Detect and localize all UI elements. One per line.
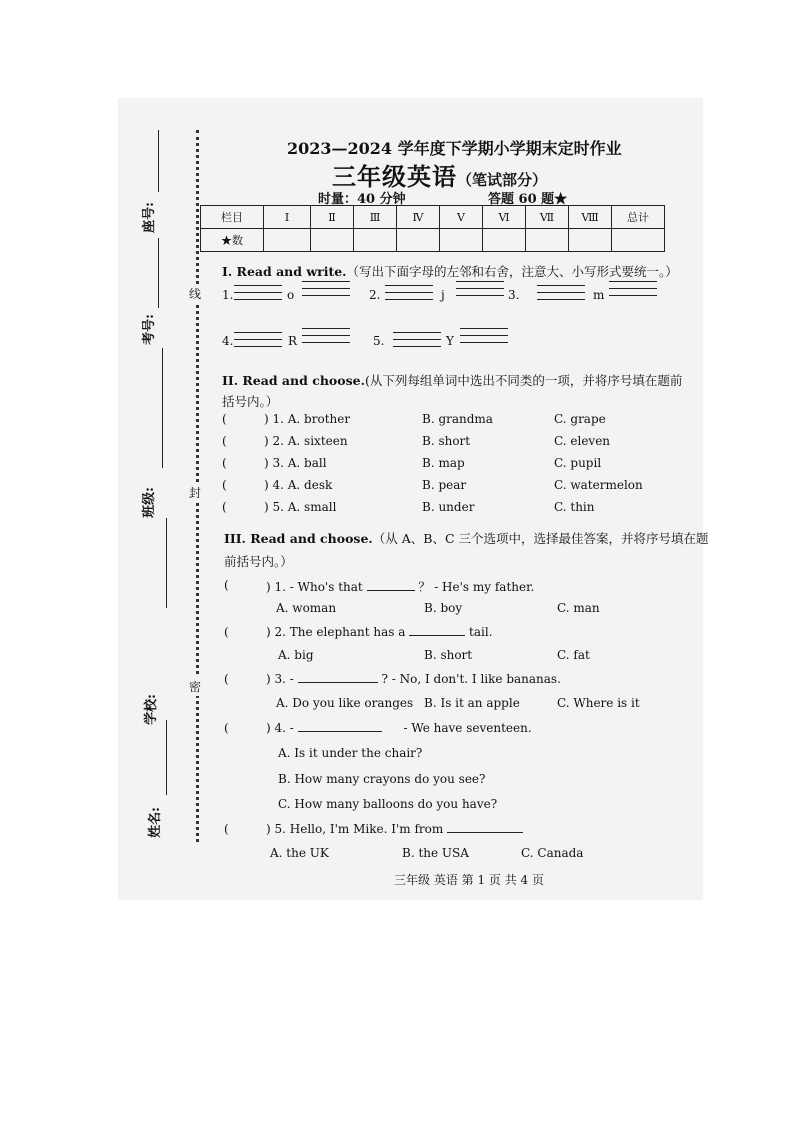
option-a: A. Is it under the chair? bbox=[278, 746, 423, 760]
letter-blank-left[interactable] bbox=[234, 332, 282, 353]
q2-text-end: tail. bbox=[469, 625, 493, 639]
section-1-heading bbox=[222, 262, 678, 280]
answer-paren[interactable]: ( bbox=[222, 412, 227, 426]
option-c: C. eleven bbox=[554, 434, 611, 448]
option-b: B. grandma bbox=[422, 412, 493, 426]
section-1-instruction: （写出下面字母的左邻和右舍，注意大、小写形式要统一。） bbox=[346, 264, 678, 279]
section-2-heading bbox=[222, 371, 682, 389]
option-c: C. grape bbox=[554, 412, 606, 426]
letter-blank-right[interactable] bbox=[302, 281, 350, 302]
q1-line bbox=[266, 578, 534, 595]
option-c: C. fat bbox=[557, 648, 590, 662]
q5-blank[interactable] bbox=[447, 822, 523, 833]
seat-label: 座号: bbox=[141, 202, 157, 233]
q4-line bbox=[266, 721, 532, 735]
q3-blank[interactable] bbox=[298, 672, 378, 683]
option-b: B. Is it an apple bbox=[424, 696, 520, 710]
section-2-instruction-cont: 括号内。） bbox=[222, 394, 279, 409]
score-cell[interactable] bbox=[612, 229, 665, 252]
exam-no-label: 考号: bbox=[141, 314, 157, 345]
section-3-instruction: （从 A、B、C 三个选项中，选择最佳答案，并将序号填在题 bbox=[372, 531, 709, 546]
section-3-heading bbox=[224, 529, 709, 547]
q4-blank[interactable] bbox=[298, 721, 382, 732]
letter-blank-left[interactable] bbox=[385, 285, 433, 306]
exam-title: 2023—2024 学年度下学期小学期末定时作业 bbox=[287, 139, 622, 158]
score-header-cell: Ⅷ bbox=[569, 206, 612, 229]
option-b: B. map bbox=[422, 456, 465, 470]
score-header-cell: 栏目 bbox=[201, 206, 264, 229]
section-2-instruction: (从下列每组单词中选出不同类的一项，并将序号填在题前 bbox=[364, 373, 683, 388]
subject-title: 三年级英语 bbox=[332, 162, 457, 191]
score-header-row bbox=[201, 206, 665, 229]
q1-blank[interactable] bbox=[367, 580, 415, 591]
option-c: C. pupil bbox=[554, 456, 602, 470]
letter-item-num: 3. bbox=[508, 288, 520, 302]
score-header-cell: Ⅳ bbox=[397, 206, 440, 229]
score-header-cell: Ⅶ bbox=[526, 206, 569, 229]
exam-time: 时量：40 分钟 bbox=[318, 192, 406, 207]
option-a: A. woman bbox=[276, 601, 337, 615]
score-header-cell: Ⅵ bbox=[483, 206, 526, 229]
page-footer: 三年级 英语 第 1 页 共 4 页 bbox=[394, 873, 544, 887]
answer-paren[interactable]: ( bbox=[224, 625, 229, 639]
q4-text-end: - We have seventeen. bbox=[403, 721, 532, 735]
score-header-cell: Ⅱ bbox=[311, 206, 354, 229]
letter-item-num: 5. bbox=[373, 334, 385, 348]
score-row-label: ★数 bbox=[201, 229, 264, 252]
q4-text: ) 4. - bbox=[266, 721, 294, 735]
score-header-cell: Ⅴ bbox=[440, 206, 483, 229]
letter-blank-left[interactable] bbox=[537, 285, 585, 306]
option-c: C. Canada bbox=[521, 846, 584, 860]
answer-paren[interactable]: ( bbox=[222, 478, 227, 492]
option-b: B. short bbox=[422, 434, 471, 448]
score-table bbox=[200, 205, 665, 252]
q3-line bbox=[266, 672, 561, 686]
q2-text: ) 2. The elephant has a bbox=[266, 625, 406, 639]
score-value-row bbox=[201, 229, 665, 252]
letter-item-letter: j bbox=[441, 288, 445, 302]
q3-text-end: ? - No, I don't. I like bananas. bbox=[381, 672, 561, 686]
section-3-instruction-cont: 前括号内。） bbox=[224, 554, 293, 569]
subject-note: （笔试部分） bbox=[457, 171, 548, 189]
q5-text: ) 5. Hello, I'm Mike. I'm from bbox=[266, 822, 444, 836]
seal-char-line: 线 bbox=[189, 284, 201, 303]
option-c: C. watermelon bbox=[554, 478, 643, 492]
score-cell[interactable] bbox=[526, 229, 569, 252]
answer-paren[interactable]: ( bbox=[224, 721, 229, 735]
q5-line bbox=[266, 822, 523, 836]
letter-item-letter: R bbox=[288, 334, 298, 348]
section-3-title: III. Read and choose. bbox=[224, 531, 373, 546]
letter-item-letter: o bbox=[287, 288, 295, 302]
score-cell[interactable] bbox=[483, 229, 526, 252]
letter-blank-right[interactable] bbox=[302, 328, 350, 349]
question-count: 答题 60 题★ bbox=[488, 192, 568, 207]
score-header-cell: Ⅰ bbox=[264, 206, 311, 229]
option-b: B. under bbox=[422, 500, 475, 514]
option-c: C. How many balloons do you have? bbox=[278, 797, 498, 811]
score-cell[interactable] bbox=[397, 229, 440, 252]
option-c: C. man bbox=[557, 601, 600, 615]
answer-paren[interactable]: ( bbox=[222, 500, 227, 514]
exam-no-line bbox=[158, 238, 159, 308]
letter-blank-right[interactable] bbox=[456, 281, 504, 302]
answer-paren[interactable]: ( bbox=[222, 456, 227, 470]
question-text: ) 4. A. desk bbox=[264, 478, 333, 492]
name-label: 姓名: bbox=[147, 807, 163, 838]
question-text: ) 3. A. ball bbox=[264, 456, 327, 470]
letter-blank-right[interactable] bbox=[460, 328, 508, 349]
score-header-cell: 总计 bbox=[612, 206, 665, 229]
score-cell[interactable] bbox=[354, 229, 397, 252]
class-label: 班级: bbox=[141, 487, 157, 518]
score-cell[interactable] bbox=[311, 229, 354, 252]
letter-blank-right[interactable] bbox=[609, 281, 657, 302]
answer-paren[interactable]: ( bbox=[222, 434, 227, 448]
option-b: B. boy bbox=[424, 601, 463, 615]
option-c: C. Where is it bbox=[557, 696, 640, 710]
letter-item-letter: Y bbox=[446, 334, 454, 348]
section-1-title: I. Read and write. bbox=[222, 264, 347, 279]
option-b: B. pear bbox=[422, 478, 467, 492]
question-text: ) 1. A. brother bbox=[264, 412, 351, 426]
option-a: A. Do you like oranges bbox=[276, 696, 414, 710]
letter-item-num: 4. bbox=[222, 334, 234, 348]
question-text: ) 2. A. sixteen bbox=[264, 434, 348, 448]
question-text: ) 5. A. small bbox=[264, 500, 337, 514]
seal-char-secret: 密 bbox=[189, 677, 201, 696]
option-b: B. the USA bbox=[402, 846, 469, 860]
score-cell[interactable] bbox=[440, 229, 483, 252]
exam-subtitle bbox=[332, 157, 547, 192]
score-header-cell: Ⅲ bbox=[354, 206, 397, 229]
q1-answer-text: ？ - He's my father. bbox=[418, 580, 535, 594]
q1-text: ) 1. - Who's that bbox=[266, 580, 363, 594]
answer-paren[interactable]: ( bbox=[224, 822, 229, 836]
class-line-bottom bbox=[166, 518, 167, 608]
q3-text: ) 3. - bbox=[266, 672, 294, 686]
score-cell[interactable] bbox=[264, 229, 311, 252]
class-line-top bbox=[162, 348, 163, 468]
school-label: 学校: bbox=[143, 694, 159, 725]
letter-item-num: 1. bbox=[222, 288, 234, 302]
option-a: A. big bbox=[278, 648, 314, 662]
letter-blank-left[interactable] bbox=[234, 285, 282, 306]
school-line bbox=[166, 720, 167, 795]
q2-line bbox=[266, 625, 493, 639]
q2-blank[interactable] bbox=[409, 625, 465, 636]
letter-item-num: 2. bbox=[369, 288, 381, 302]
score-cell[interactable] bbox=[569, 229, 612, 252]
answer-paren[interactable]: ( bbox=[224, 672, 229, 686]
seal-char-seal: 封 bbox=[189, 483, 201, 502]
option-b: B. How many crayons do you see? bbox=[278, 772, 486, 786]
option-c: C. thin bbox=[554, 500, 595, 514]
seat-line bbox=[158, 130, 159, 192]
section-2-title: II. Read and choose. bbox=[222, 373, 365, 388]
answer-paren[interactable]: ( bbox=[224, 578, 229, 592]
letter-blank-left[interactable] bbox=[393, 332, 441, 353]
option-b: B. short bbox=[424, 648, 473, 662]
option-a: A. the UK bbox=[270, 846, 329, 860]
letter-item-letter: m bbox=[593, 288, 605, 302]
